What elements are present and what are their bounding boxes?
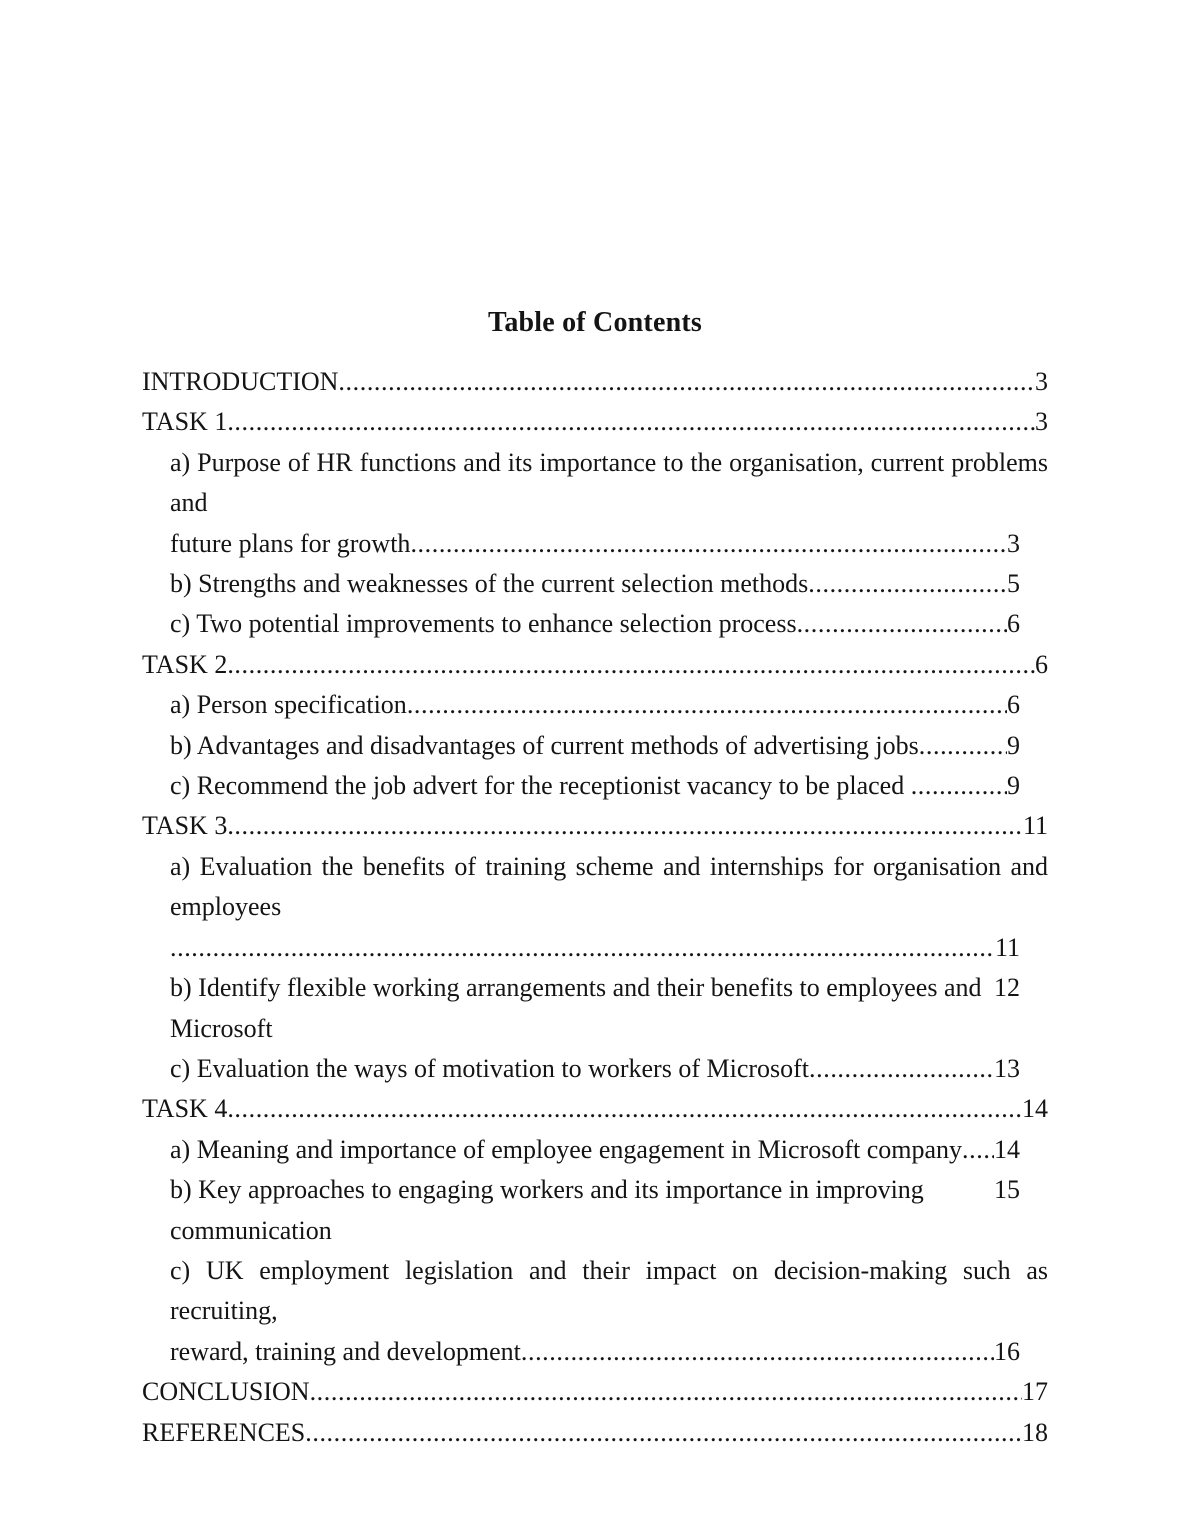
toc-row — [142, 1130, 1048, 1170]
toc-row — [142, 1089, 1048, 1129]
toc-row — [142, 1251, 1055, 1332]
toc-entry-text: a) Purpose of HR functions and its importance to the organisation, current problems and — [170, 447, 1055, 518]
dot-leader — [227, 402, 1035, 442]
toc-entry-text: c) Recommend the job advert for the receptionist vacancy to be placed — [170, 771, 911, 801]
toc-row — [142, 362, 1048, 402]
toc-page-number: 11 — [1022, 811, 1048, 841]
dot-leader — [919, 726, 1007, 766]
toc-entry-text: a) Meaning and importance of employee engagement in Microsoft company — [170, 1134, 963, 1164]
toc-entry-text: b) Key approaches to engaging workers and its importance in improving communication — [170, 1175, 931, 1245]
dot-leader — [521, 1332, 994, 1372]
toc-row — [142, 1049, 1048, 1089]
toc-entry-text: b) Strengths and weaknesses of the current selection methods — [170, 569, 809, 599]
dot-leader — [305, 1413, 1022, 1453]
toc-page-number: 13 — [994, 1053, 1020, 1083]
toc-row — [142, 402, 1048, 442]
toc-page-number: 16 — [994, 1336, 1020, 1366]
toc-row — [142, 564, 1048, 604]
dot-leader — [227, 1089, 1022, 1129]
toc-row — [142, 928, 1048, 968]
toc-entry-text: c) Evaluation the ways of motivation to workers of Microsoft — [170, 1053, 810, 1083]
toc-row — [142, 726, 1048, 766]
toc-page-number: 18 — [1022, 1417, 1048, 1447]
dot-leader — [809, 1049, 994, 1089]
toc-entry-text: TASK 4 — [142, 1094, 228, 1124]
toc-entry-text: TASK 3 — [142, 811, 228, 841]
toc-page-number: 14 — [1022, 1094, 1048, 1124]
toc-page-number: 6 — [1035, 649, 1048, 679]
toc-entry-text: INTRODUCTION — [142, 367, 339, 396]
toc-row — [142, 968, 1048, 1049]
toc-page-number: 15 — [994, 1175, 1020, 1205]
dot-leader — [227, 806, 1023, 846]
toc-entry-text: b) Advantages and disadvantages of current methods of advertising jobs — [170, 730, 919, 760]
table-of-contents — [142, 362, 1055, 1453]
toc-entry-text: TASK 1 — [142, 407, 228, 437]
toc-row — [142, 604, 1048, 644]
toc-row — [142, 685, 1048, 725]
dot-leader — [410, 524, 1007, 564]
toc-page-number: 6 — [1007, 690, 1020, 720]
toc-row — [142, 806, 1048, 846]
dot-leader — [808, 564, 1007, 604]
toc-page-number: 17 — [1022, 1377, 1048, 1407]
toc-page-number: 14 — [994, 1134, 1020, 1164]
toc-entry-text: c) UK employment legislation and their impact on decision-making such as recruiting, — [170, 1255, 1055, 1326]
toc-row — [142, 847, 1055, 928]
dot-leader — [911, 766, 1007, 806]
page-title: Table of Contents — [488, 307, 702, 338]
toc-page-number: 5 — [1007, 569, 1020, 599]
toc-entry-text: TASK 2 — [142, 649, 228, 679]
toc-entry-text: future plans for growth — [170, 528, 411, 558]
dot-leader — [338, 362, 1035, 402]
toc-entry-text: a) Person specification — [170, 690, 407, 720]
dot-leader — [170, 928, 995, 968]
dot-leader — [797, 604, 1007, 644]
toc-row — [142, 1170, 1048, 1251]
toc-entry-text: CONCLUSION — [142, 1377, 310, 1407]
toc-row — [142, 1413, 1048, 1453]
toc-row — [142, 443, 1055, 524]
toc-page-number: 3 — [1035, 367, 1048, 396]
toc-page-number: 6 — [1007, 609, 1020, 639]
dot-leader — [407, 685, 1007, 725]
toc-entry-text: c) Two potential improvements to enhance selection process — [170, 609, 797, 639]
toc-entry-text: a) Evaluation the benefits of training scheme and internships for organisation and employees — [170, 851, 1055, 922]
toc-row — [142, 1372, 1048, 1412]
toc-row — [142, 766, 1048, 806]
toc-row — [142, 645, 1048, 685]
toc-page-number: 3 — [1007, 528, 1020, 558]
toc-entry-text: b) Identify flexible working arrangements and their benefits to employees and Microsoft — [170, 973, 989, 1043]
toc-page-number: 3 — [1035, 407, 1048, 437]
dot-leader — [962, 1130, 994, 1170]
dot-leader — [227, 645, 1035, 685]
toc-row — [142, 524, 1048, 564]
dot-leader — [310, 1372, 1022, 1412]
toc-page-number: 11 — [994, 932, 1020, 962]
toc-entry-text: reward, training and development — [170, 1336, 521, 1366]
toc-page-number: 9 — [1007, 771, 1020, 801]
toc-row — [142, 1332, 1048, 1372]
toc-page-number: 12 — [994, 973, 1020, 1003]
toc-page-number: 9 — [1007, 730, 1020, 760]
toc-entry-text: REFERENCES — [142, 1417, 306, 1447]
